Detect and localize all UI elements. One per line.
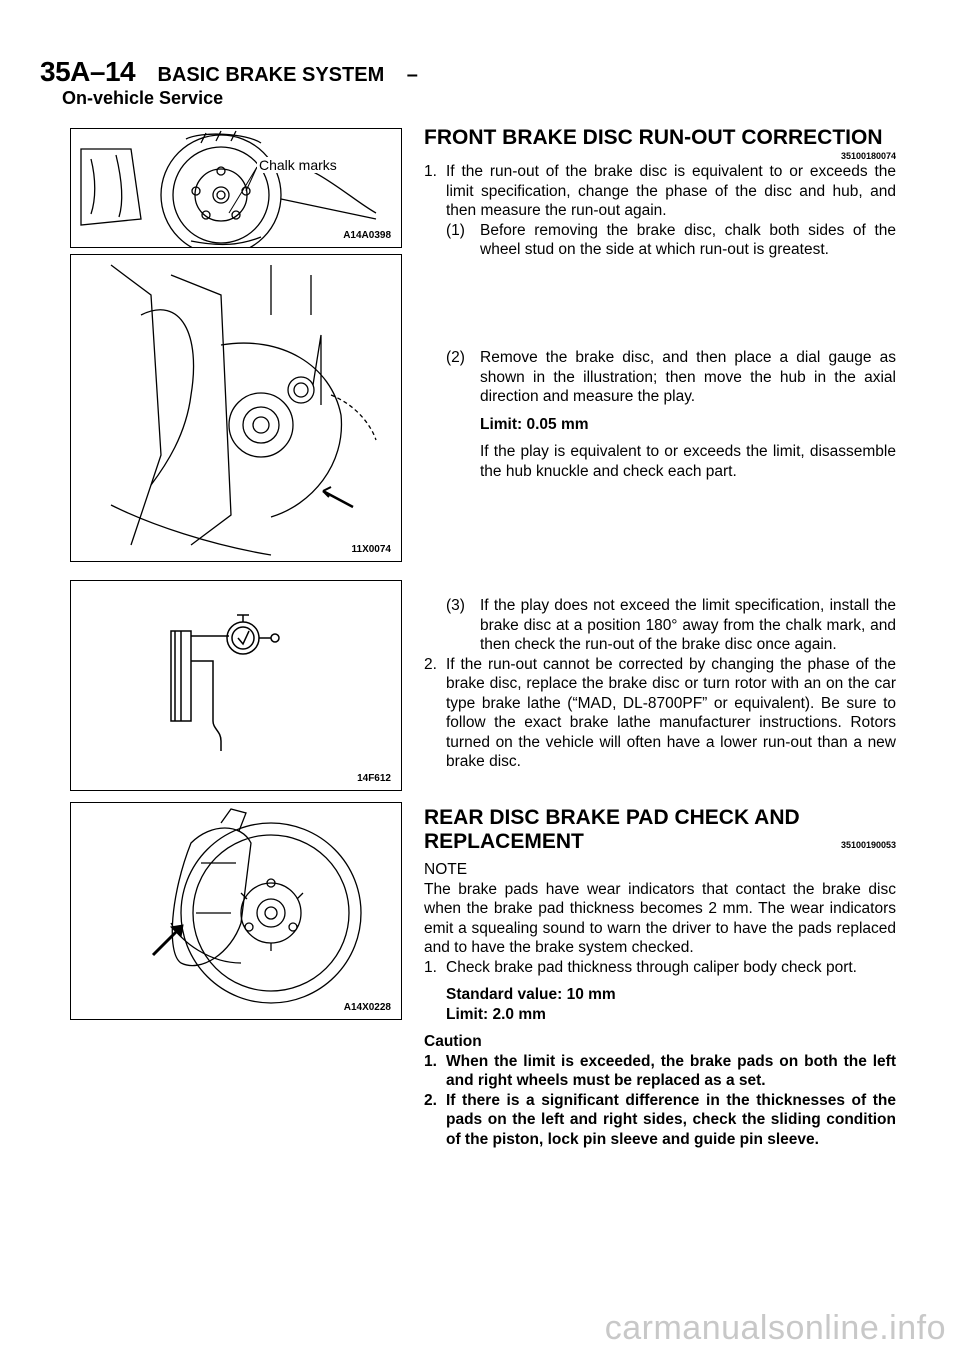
substep-text: If the play does not exceed the limit specification, install the brake disc at a position 180° away from the chalk mark, and then check the run-out of the brake disc once again. xyxy=(480,597,896,653)
hub-dial-gauge-illustration xyxy=(71,255,401,561)
header-subtitle: On-vehicle Service xyxy=(62,88,224,108)
note-label: NOTE xyxy=(424,861,468,878)
front-section xyxy=(424,126,896,260)
rear-section-title-line2: REPLACEMENT xyxy=(424,830,584,853)
rear-caliper-illustration xyxy=(71,803,401,1019)
step-text: If the run-out cannot be corrected by changing the phase of the brake disc, replace the brake disc or turn rotor with an on the car type brake lathe (“MAD, DL-8700PF” or equivalent). Be sure to follow the exact brake lathe manufacturer instructions. Rotors turned on the vehicle will often have a lower run-out than a new brake disc. xyxy=(446,655,896,770)
substep-text: Remove the brake disc, and then place a dial gauge as shown in the illustration; then move the hub in the axial direction and measure the play. xyxy=(480,349,896,405)
figure-rear-caliper xyxy=(70,802,402,1020)
note-text: The brake pads have wear indicators that contact the brake disc when the brake pad thickness becomes 2 mm. The wear indicators emit a squealing sound to warn the driver to have the pads replaced and to have the brake system checked. xyxy=(424,880,896,956)
front-substep-2-note: If the play is equivalent to or exceeds the limit, disassemble the hub knuckle and check each part. xyxy=(480,443,896,480)
page-header xyxy=(40,56,418,109)
figure-dial-gauge xyxy=(70,580,402,791)
rear-limit: Limit: 2.0 mm xyxy=(446,1005,546,1023)
substep-number: (1) xyxy=(446,221,465,239)
chalk-marks-callout: Chalk marks xyxy=(259,157,337,173)
dial-gauge-illustration xyxy=(71,581,401,790)
front-substep-1 xyxy=(446,221,896,260)
rear-section-title-line1: REAR DISC BRAKE PAD CHECK AND xyxy=(424,806,800,829)
figure-id: 14F612 xyxy=(357,773,391,784)
front-section-title: FRONT BRAKE DISC RUN-OUT CORRECTION xyxy=(424,126,883,149)
step-number: 1. xyxy=(424,163,437,180)
step-number: 2. xyxy=(424,655,437,673)
caution-label: Caution xyxy=(424,1033,482,1050)
front-step-1 xyxy=(424,162,896,221)
rear-step-1 xyxy=(424,958,896,978)
front-substep-3 xyxy=(446,596,896,655)
front-step-2 xyxy=(424,655,896,772)
figure-id: 11X0074 xyxy=(351,544,391,555)
substep-number: (2) xyxy=(446,349,465,366)
watermark: carmanualsonline.info xyxy=(604,1309,946,1347)
caution-item-1 xyxy=(424,1052,896,1091)
figure-id: A14X0228 xyxy=(343,1002,391,1013)
step-text: Check brake pad thickness through caliper body check port. xyxy=(446,958,857,976)
step-text: If the run-out of the brake disc is equivalent to or exceeds the limit specification, change the phase of the disc and hub, and then measure the run-out again. xyxy=(446,163,896,219)
rear-section xyxy=(424,806,896,1149)
caution-text: When the limit is exceeded, the brake pads on both the left and right wheels must be replaced as a set. xyxy=(446,1052,896,1089)
step-number: 1. xyxy=(424,958,437,976)
substep-text: Before removing the brake disc, chalk both sides of the wheel stud on the side at which run-out is greatest. xyxy=(480,221,896,258)
rear-section-code: 35100190053 xyxy=(840,840,896,850)
figure-id: A14A0398 xyxy=(343,230,391,241)
figure-chalk-marks xyxy=(70,128,402,248)
caution-text: If there is a significant difference in the thicknesses of the pads on the left and right sides, check the sliding condition of the piston, lock pin sleeve and guide pin sleeve. xyxy=(446,1091,896,1148)
standard-value: Standard value: 10 mm xyxy=(446,986,616,1003)
front-section-cont2 xyxy=(424,596,896,772)
caution-item-2 xyxy=(424,1091,896,1150)
caution-number: 1. xyxy=(424,1052,437,1070)
front-section-cont xyxy=(424,348,896,481)
front-limit: Limit: 0.05 mm xyxy=(480,415,589,433)
front-substep-2 xyxy=(446,348,896,407)
substep-number: (3) xyxy=(446,597,465,614)
header-dash: – xyxy=(406,64,418,86)
figure-dial-gauge-hub xyxy=(70,254,402,562)
caution-number: 2. xyxy=(424,1091,437,1109)
front-section-code: 35100180074 xyxy=(840,151,896,161)
header-title: BASIC BRAKE SYSTEM xyxy=(157,64,385,86)
page-number: 35A–14 xyxy=(40,56,136,87)
